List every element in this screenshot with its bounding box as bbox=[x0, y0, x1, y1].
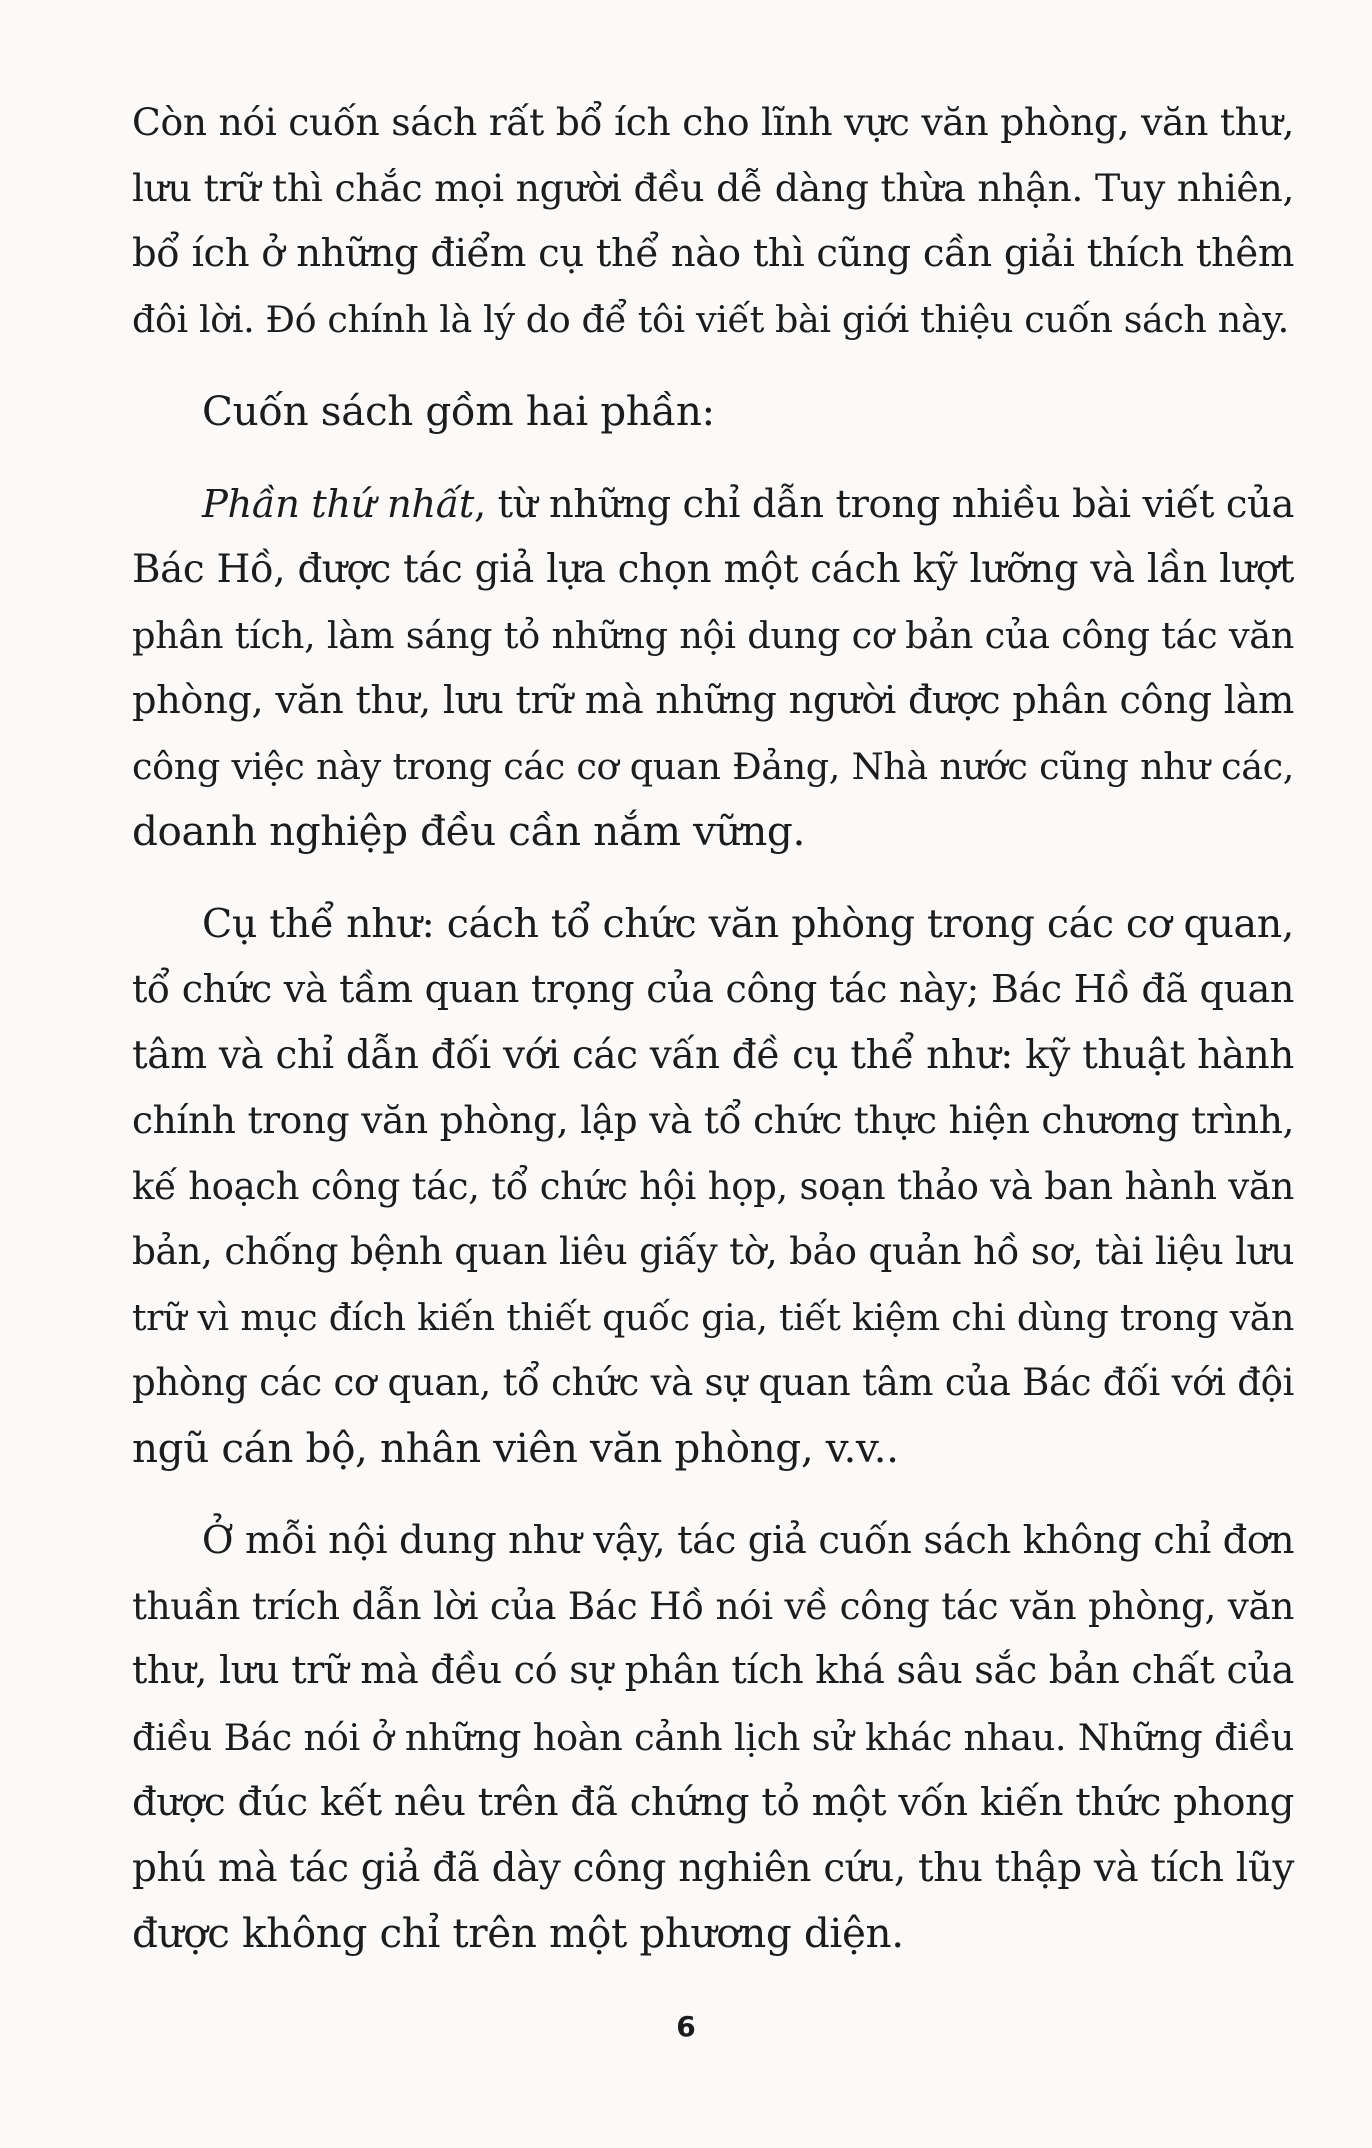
paragraph-part-one bbox=[132, 472, 1294, 865]
page-body bbox=[132, 90, 1294, 1967]
text-line: Cụ thể như: cách tổ chức văn phòng trong các cơ quan, bbox=[202, 900, 1294, 947]
text-line: Bác Hồ, được tác giả lựa chọn một cách kỹ lưỡng và lần lượt bbox=[132, 547, 1294, 592]
text-line: doanh nghiệp đều cần nắm vững. bbox=[132, 807, 805, 855]
paragraph-details bbox=[132, 892, 1294, 1482]
text-line: phú mà tác giả đã dày công nghiên cứu, thu thập và tích lũy bbox=[132, 1845, 1294, 1891]
text-line: phòng các cơ quan, tổ chức và sự quan tâm của Bác đối với đội bbox=[132, 1361, 1294, 1404]
paragraph-structure bbox=[132, 379, 1294, 445]
text-fragment: , từ những chỉ dẫn trong nhiều bài viết của bbox=[473, 481, 1294, 527]
text-line: phòng, văn thư, lưu trữ mà những người được phân công làm bbox=[132, 678, 1294, 723]
text-line: Ở mỗi nội dung như vậy, tác giả cuốn sách không chỉ đơn bbox=[202, 1518, 1295, 1563]
text-line: tổ chức và tầm quan trọng của công tác này; Bác Hồ đã quan bbox=[132, 967, 1294, 1011]
text-line: thuần trích dẫn lời của Bác Hồ nói về công tác văn phòng, văn bbox=[132, 1583, 1294, 1628]
text-line: phân tích, làm sáng tỏ những nội dung cơ bản của công tác văn bbox=[132, 613, 1294, 657]
text-line: đôi lời. Đó chính là lý do để tôi viết bài giới thiệu cuốn sách này. bbox=[132, 297, 1289, 341]
page-number: 6 bbox=[676, 2010, 696, 2043]
text-line: trữ vì mục đích kiến thiết quốc gia, tiết kiệm chi dùng trong văn bbox=[132, 1295, 1294, 1339]
text-line: được không chỉ trên một phương diện. bbox=[132, 1909, 904, 1957]
text-line: kế hoạch công tác, tổ chức hội họp, soạn thảo và ban hành văn bbox=[132, 1164, 1294, 1208]
text-line: được đúc kết nêu trên đã chứng tỏ một vốn kiến thức phong bbox=[132, 1780, 1294, 1825]
italic-heading: Phần thứ nhất bbox=[202, 481, 474, 527]
paragraph-intro bbox=[132, 90, 1294, 352]
text-line: công việc này trong các cơ quan Đảng, Nhà nước cũng như các, bbox=[132, 744, 1294, 788]
text-line: bổ ích ở những điểm cụ thể nào thì cũng cần giải thích thêm bbox=[132, 231, 1294, 276]
text-line: bản, chống bệnh quan liêu giấy tờ, bảo quản hồ sơ, tài liệu lưu bbox=[132, 1229, 1294, 1273]
text-line: lưu trữ thì chắc mọi người đều dễ dàng thừa nhận. Tuy nhiên, bbox=[132, 165, 1294, 210]
text-line: chính trong văn phòng, lập và tổ chức thực hiện chương trình, bbox=[132, 1098, 1294, 1142]
text-line: Còn nói cuốn sách rất bổ ích cho lĩnh vực văn phòng, văn thư, bbox=[132, 100, 1294, 144]
text-line bbox=[132, 472, 1294, 538]
text-line: Cuốn sách gồm hai phần: bbox=[202, 387, 715, 435]
paragraph-analysis bbox=[132, 1508, 1294, 1967]
text-line: thư, lưu trữ mà đều có sự phân tích khá sâu sắc bản chất của bbox=[132, 1649, 1294, 1693]
text-line: tâm và chỉ dẫn đối với các vấn đề cụ thể như: kỹ thuật hành bbox=[132, 1032, 1294, 1078]
text-line: ngũ cán bộ, nhân viên văn phòng, v.v.. bbox=[132, 1423, 899, 1472]
text-line: điều Bác nói ở những hoàn cảnh lịch sử khác nhau. Những điều bbox=[132, 1715, 1294, 1759]
